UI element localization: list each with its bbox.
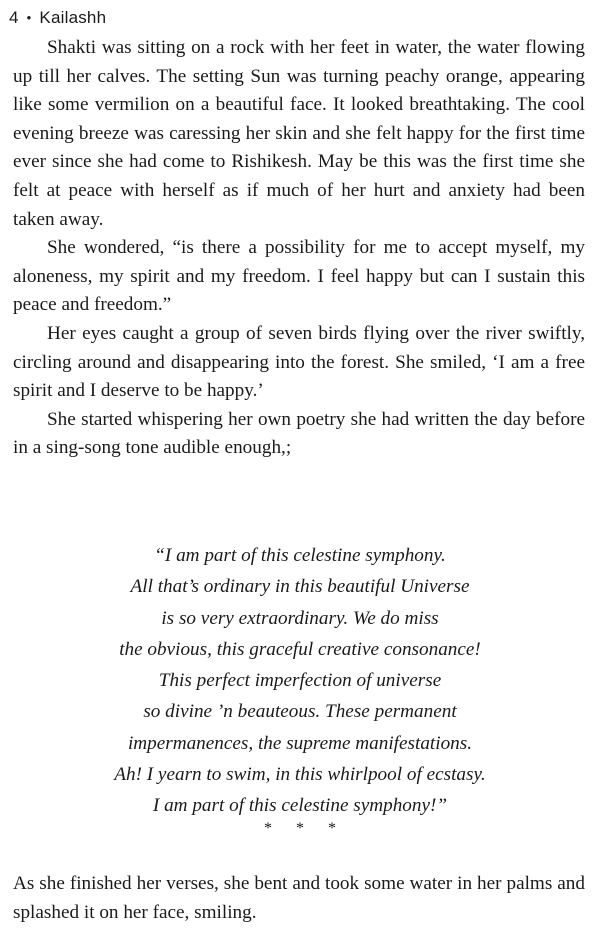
poem-line: I am part of this celestine symphony!” <box>152 795 448 817</box>
poem-line: so divine ’n beauteous. These permanent <box>143 701 457 723</box>
poem-line: Ah! I yearn to swim, in this whirlpool of ecstasy. <box>114 764 486 786</box>
paragraph-2: She wondered, “is there a possibility for me to accept myself, my aloneness, my spirit and my freedom. I feel happy but can I sustain this peace and freedom.” <box>13 237 585 316</box>
poem-line: “I am part of this celestine symphony. <box>154 545 446 566</box>
section-break: * * * <box>264 820 346 837</box>
paragraph-3: Her eyes caught a group of seven birds flying over the river swiftly, circling around and disappearing into the forest. She smiled, ‘I am a free spirit and I deserve to be happy.’ <box>13 322 585 402</box>
body-text <box>13 34 585 463</box>
poem-line: This perfect imperfection of universe <box>158 670 442 692</box>
header-bullet: • <box>26 10 32 25</box>
poem-line: is so very extraordinary. We do miss <box>161 607 439 629</box>
poem <box>0 540 600 822</box>
poem-line: the obvious, this graceful creative consonance! <box>119 638 481 660</box>
poem-line: All that’s ordinary in this beautiful Universe <box>130 576 470 598</box>
paragraph-4: She started whispering her own poetry she had written the day before in a sing-song tone audible enough,; <box>13 408 585 459</box>
running-head <box>9 7 106 29</box>
poem-line: impermanences, the supreme manifestations. <box>127 732 473 754</box>
closing-text <box>13 870 585 927</box>
running-title: Kailashh <box>39 8 107 27</box>
page-number: 4 <box>9 8 19 27</box>
closing-paragraph: As she finished her verses, she bent and took some water in her palms and splashed it on her face, smiling. <box>13 873 585 923</box>
paragraph-1: Shakti was sitting on a rock with her feet in water, the water flowing up till her calves. The setting Sun was turning peachy orange, appearing like some vermilion on a beautiful face. It looked breathtaking. The cool evening breeze was caressing her skin and she felt happy for the first time ever since she had come to Rishikesh. May be this was the first time she felt at peace with herself as if much of her hurt and anxiety had been taken away. <box>13 37 585 230</box>
